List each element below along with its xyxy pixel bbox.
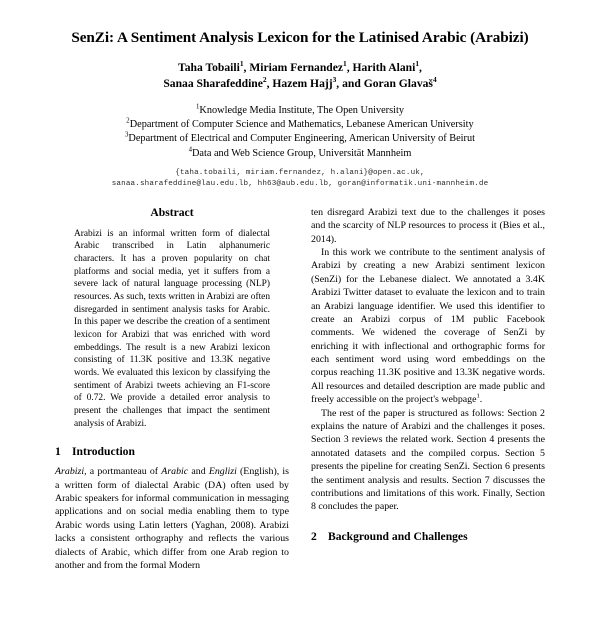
- introduction-paragraph: [55, 465, 289, 572]
- email-line-1: {taha.tobaili, miriam.fernandez, h.alani}@open.ac.uk,: [175, 168, 425, 177]
- affiliation-text: Knowledge Media Institute, The Open University: [199, 104, 404, 116]
- paper-structure-paragraph: The rest of the paper is structured as follows: Section 2 explains the nature of Arabizi and the challenges it poses. Section 3 reviews the related work. Section 4 presents the annotated datasets and the compiled corpus. Section 5 presents the pipeline for creating SenZi. Section 6 presents the sentiment analysis and results. Section 7 discusses the contributions and limitations of this work. Finally, Section 8 concludes the paper.: [311, 407, 545, 513]
- term-arabic: Arabic: [161, 466, 189, 478]
- author-separator: ,: [346, 61, 353, 74]
- affiliation-item: [55, 132, 545, 146]
- author-name: Taha Tobaili: [178, 61, 240, 74]
- section-title: Background and Challenges: [328, 529, 468, 543]
- section-number: 1: [55, 445, 61, 459]
- abstract-heading: Abstract: [150, 205, 194, 219]
- term-englizi: Englizi: [208, 466, 237, 478]
- author-affiliation-marker: 2: [262, 75, 267, 85]
- author-affiliation-marker: 1: [239, 59, 244, 69]
- author-name: Harith Alani: [352, 61, 416, 74]
- paper-page: [0, 28, 600, 628]
- affiliation-item: [55, 104, 545, 118]
- contribution-paragraph: [311, 246, 545, 407]
- author-separator: ,: [266, 77, 273, 91]
- contribution-text: In this work we contribute to the sentiment analysis of Arabizi by creating a new Arabizi sentiment lexicon (SenZi) for the Lebanese dialect. We annotated a 3.4K Arabizi Twitter dataset to evaluate the lexicon and to train an Arabizi language identifier. We used this identifier to create an Arabizi corpus of 1M public Facebook comments. We widened the coverage of SenZi by enriching it with inflectional and orthographic forms for each sentiment word using word embeddings on the corpus reaching 11.3K positive and 13.3K negative words. All resources and detailed description are made public and freely accessible on the project's webpage: [311, 246, 545, 406]
- author-name: Sanaa Sharafeddine: [163, 77, 263, 91]
- affiliation-marker: 2: [126, 117, 130, 125]
- left-column: [55, 206, 289, 573]
- author-name: Miriam Fernandez: [249, 61, 344, 74]
- affiliation-list: [55, 104, 545, 161]
- affiliation-text: Department of Computer Science and Mathematics, Lebanese American University: [129, 119, 474, 131]
- contribution-text-end: .: [479, 394, 483, 406]
- page-title: SenZi: A Sentiment Analysis Lexicon for the Latinised Arabic (Arabizi): [71, 29, 529, 46]
- continued-paragraph: ten disregard Arabizi text due to the challenges it poses and the scarcity of NLP resources to process it (Bies et al., 2014).: [311, 206, 545, 245]
- term-arabizi: Arabizi: [55, 466, 85, 478]
- section-heading-background: [311, 530, 545, 543]
- two-column-body: [55, 206, 545, 573]
- email-block: [55, 168, 545, 191]
- author-separator: ,: [419, 61, 422, 74]
- affiliation-item: [55, 118, 545, 132]
- author-line-2: [55, 76, 545, 92]
- footnote-marker: 1: [476, 392, 480, 400]
- email-line-2: sanaa.sharafeddine@lau.edu.lb, hh63@aub.edu.lb, goran@informatik.uni-mannheim.de: [111, 180, 489, 189]
- affiliation-text: Department of Electrical and Computer Engineering, American University of Beirut: [128, 133, 475, 145]
- author-name: Hazem Hajj: [272, 77, 333, 91]
- intro-text-rest: (English), is a written form of dialectal Arabic (DA) often used by Arabic speakers for informal communication in messaging applications and on social media enabling them to type Arabic words using Latin letters (Yaghan, 2008). Arabizi lacks a consistent orthography and reflects the various dialects of Arabic, which differ from one Arab region to another and from the formal Modern: [55, 466, 289, 572]
- author-affiliation-marker: 3: [332, 75, 337, 85]
- author-separator: , and: [336, 77, 364, 91]
- affiliation-text: Data and Web Science Group, Universität Mannheim: [191, 147, 412, 159]
- affiliation-marker: 1: [196, 103, 200, 111]
- affiliation-marker: 3: [125, 131, 129, 139]
- section-number: 2: [311, 529, 317, 543]
- author-affiliation-marker: 4: [432, 75, 437, 85]
- intro-text-part: , a portmanteau of: [84, 466, 162, 478]
- author-separator: ,: [243, 61, 250, 74]
- affiliation-marker: 4: [188, 146, 192, 154]
- right-column: [311, 206, 545, 573]
- author-line-1: [55, 60, 545, 76]
- intro-text-part: and: [188, 466, 209, 478]
- affiliation-item: [55, 147, 545, 161]
- abstract-body: [55, 228, 289, 431]
- section-title: Introduction: [72, 445, 135, 459]
- author-list: [55, 60, 545, 93]
- author-affiliation-marker: 1: [343, 59, 347, 69]
- author-affiliation-marker: 1: [415, 59, 420, 69]
- section-heading-introduction: [55, 445, 289, 458]
- author-name: Goran Glavaš: [363, 77, 433, 91]
- abstract-text: Arabizi is an informal written form of dialectal Arabic transcribed in Latin alphanumeric characters. It has a proven popularity on chat platforms and social media, yet it suffers from a severe lack of natural language processing (NLP) resources. As such, texts written in Arabizi are often disregarded in sentiment analysis tasks for Arabic. In this paper we describe the creation of a sentiment lexicon for Arabizi that was enriched with word embeddings. The result is a new Arabizi lexicon consisting of 11.3K positive and 13.3K negative words. We evaluated this lexicon by classifying the sentiment of Arabizi tweets achieving an F1-score of 0.72. We provide a detailed error analysis to present the challenges that impact the sentiment analysis of Arabizi.: [74, 228, 270, 429]
